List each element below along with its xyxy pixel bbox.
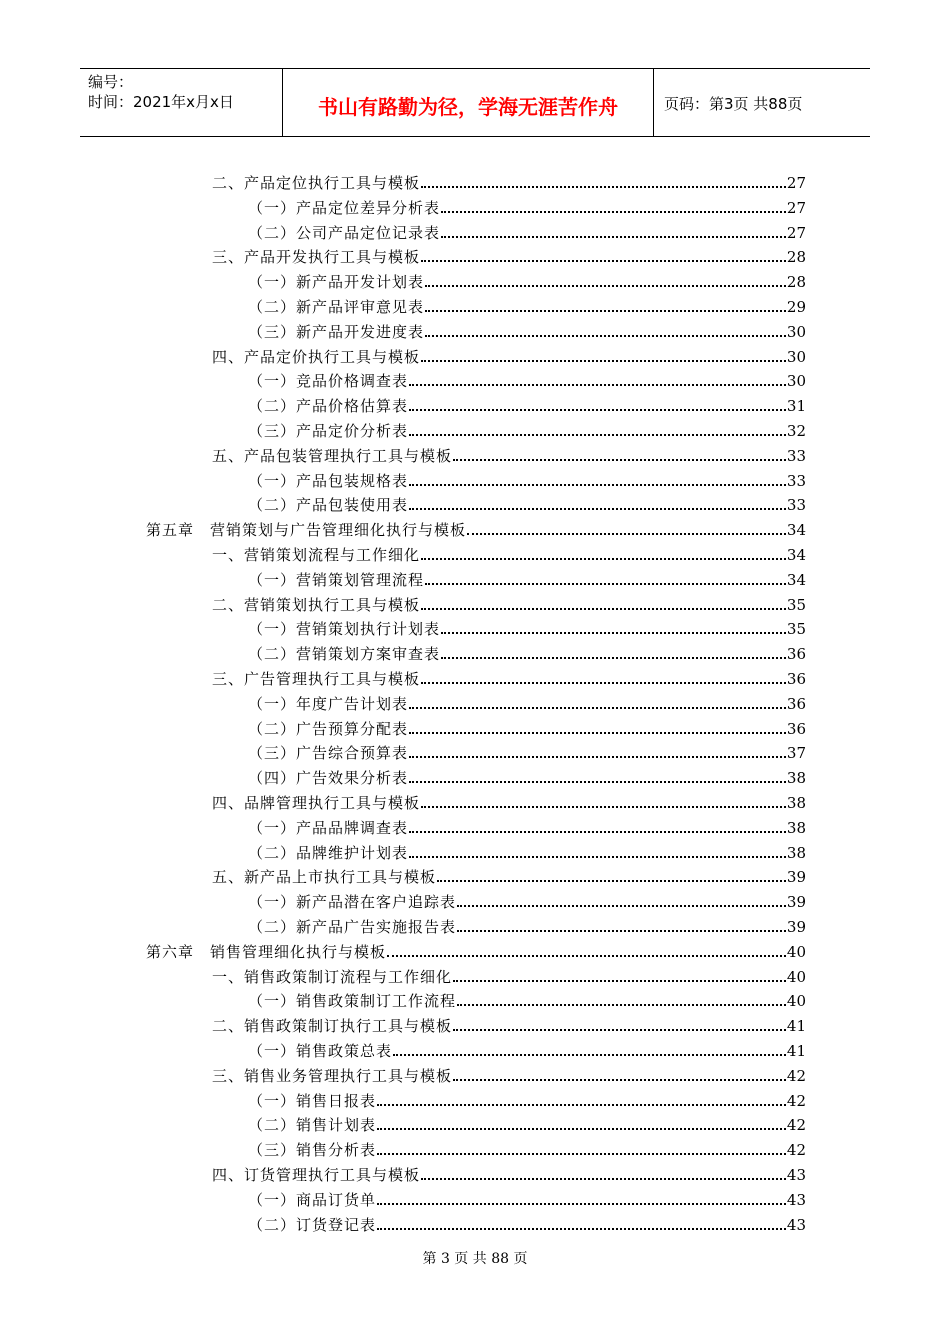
toc-leader-dots [421,681,786,684]
toc-leader-dots [457,929,786,932]
toc-entry[interactable] [212,788,806,812]
toc-entry[interactable] [212,664,806,688]
toc-entry-title: 四、产品定价执行工具与模板 [212,347,421,366]
toc-entry-page: 34 [786,546,806,564]
toc-entry-title: 五、产品包装管理执行工具与模板 [212,446,453,465]
toc-entry[interactable] [248,490,806,514]
toc-entry-page: 42 [786,1116,806,1135]
toc-leader-dots [409,483,786,486]
toc-entry-page: 40 [786,967,806,986]
toc-entry-page: 38 [786,794,806,812]
toc-entry-title: （二）产品包装使用表 [248,496,409,515]
toc-entry[interactable] [212,441,806,465]
toc-entry-title: （二）公司产品定位记录表 [248,223,441,242]
toc-entry[interactable] [248,1185,806,1209]
toc-entry-title: （三）产品定价分析表 [248,422,409,440]
toc-entry[interactable] [248,1110,806,1134]
toc-entry-page: 36 [786,645,806,664]
toc-entry-title: （二）新产品评审意见表 [248,298,425,316]
toc-leader-dots [421,557,786,560]
toc-leader-dots [457,1003,786,1006]
toc-entry-title: （二）新产品广告实施报告表 [248,918,457,936]
toc-entry-page: 43 [786,1166,806,1184]
toc-entry[interactable] [248,1210,806,1234]
toc-entry[interactable] [248,416,806,440]
toc-leader-dots [409,755,786,758]
toc-leader-dots [421,359,786,362]
toc-entry[interactable] [212,168,806,192]
toc-entry[interactable] [212,1160,806,1184]
toc-entry-page: 41 [786,1042,806,1060]
toc-entry-page: 27 [786,174,806,192]
toc-entry[interactable] [212,590,806,614]
toc-entry-page: 32 [786,422,806,440]
toc-entry-title: （一）商品订货单 [248,1190,377,1209]
toc-entry-title: （三）销售分析表 [248,1141,377,1160]
toc-entry[interactable] [212,242,806,266]
toc-leader-dots [457,904,786,907]
toc-entry-page: 38 [786,843,806,862]
toc-entry-title: （一）营销策划执行计划表 [248,620,441,639]
toc-entry-page: 27 [786,223,806,242]
toc-entry[interactable] [248,714,806,738]
toc-entry-page: 34 [786,521,806,540]
toc-entry[interactable] [248,912,806,936]
toc-entry-title: （一）年度广告计划表 [248,694,409,713]
toc-leader-dots [421,185,786,188]
toc-entry-page: 28 [786,273,806,292]
toc-leader-dots [441,631,786,634]
toc-leader-dots [377,1227,786,1230]
toc-entry-page: 31 [786,397,806,416]
header-meta-cell [80,69,283,136]
toc-leader-dots [387,954,786,957]
toc-entry[interactable] [248,317,806,341]
toc-leader-dots [453,458,786,461]
header-page-cell [654,69,870,136]
toc-entry-title: 四、订货管理执行工具与模板 [212,1166,421,1184]
toc-entry-page: 27 [786,198,806,217]
toc-entry[interactable] [212,342,806,366]
document-header [80,68,870,137]
toc-entry[interactable] [248,838,806,862]
toc-entry[interactable] [248,466,806,490]
toc-entry-page: 38 [786,769,806,788]
toc-entry-title: （二）品牌维护计划表 [248,843,409,862]
toc-leader-dots [437,879,786,882]
toc-entry-page: 38 [786,818,806,837]
toc-leader-dots [409,408,786,411]
toc-entry-page: 35 [786,595,806,614]
toc-entry[interactable] [248,292,806,316]
toc-entry-title: 一、营销策划流程与工作细化 [212,546,421,564]
toc-leader-dots [409,830,786,833]
toc-leader-dots [421,805,786,808]
toc-leader-dots [377,1127,786,1130]
toc-entry-title: （二）营销策划方案审查表 [248,645,441,664]
toc-entry-title: （一）新产品开发计划表 [248,273,425,292]
toc-leader-dots [441,235,786,238]
toc-leader-dots [409,507,786,510]
toc-entry-title: （二）销售计划表 [248,1116,377,1135]
motto-text: 书山有路勤为径，学海无涯苦作舟 [318,95,618,119]
toc-entry[interactable] [248,366,806,390]
toc-entry-page: 43 [786,1190,806,1209]
toc-leader-dots [393,1053,786,1056]
toc-entry-title: （三）新产品开发进度表 [248,322,425,341]
toc-entry-page: 33 [786,446,806,465]
toc-entry[interactable] [248,391,806,415]
toc-entry[interactable] [248,986,806,1010]
toc-entry[interactable] [248,267,806,291]
toc-entry-page: 37 [786,744,806,763]
toc-leader-dots [409,731,786,734]
toc-entry-page: 42 [786,1141,806,1160]
toc-entry-title: （一）营销策划管理流程 [248,570,425,589]
toc-entry-page: 30 [786,372,806,391]
toc-leader-dots [425,334,786,337]
toc-entry[interactable] [248,639,806,663]
toc-entry-page: 40 [786,992,806,1011]
toc-entry[interactable] [248,887,806,911]
toc-entry-title: （四）广告效果分析表 [248,769,409,788]
toc-entry-title: （三）广告综合预算表 [248,744,409,763]
toc-leader-dots [377,1152,786,1155]
toc-entry-title: （一）产品包装规格表 [248,471,409,490]
toc-entry-title: （一）产品定位差异分析表 [248,198,441,217]
toc-leader-dots [409,780,786,783]
toc-entry-page: 39 [786,868,806,887]
toc-leader-dots [409,706,786,709]
toc-leader-dots [425,284,786,287]
toc-entry-title: 五、新产品上市执行工具与模板 [212,868,437,887]
page-info: 页码：第3页 共88页 [664,95,803,113]
number-label: 编号： [88,73,134,91]
toc-entry-page: 30 [786,347,806,366]
time-label: 时间：2021年x月x日 [88,93,234,111]
toc-entry-page: 42 [786,1091,806,1110]
toc-entry[interactable] [248,1135,806,1159]
toc-leader-dots [409,433,786,436]
toc-leader-dots [425,309,786,312]
toc-entry[interactable] [212,1011,806,1035]
toc-entry-page: 40 [786,942,806,961]
toc-entry-page: 29 [786,298,806,316]
toc-entry-title: 四、品牌管理执行工具与模板 [212,794,421,812]
toc-entry-page: 35 [786,620,806,639]
toc-leader-dots [409,855,786,858]
toc-entry-title: （一）销售政策总表 [248,1042,393,1060]
toc-entry[interactable] [248,1086,806,1110]
toc-entry-page: 39 [786,918,806,936]
toc-leader-dots [409,383,786,386]
toc-leader-dots [467,532,786,535]
toc-entry[interactable] [248,565,806,589]
page-footer: 第 3 页 共 88 页 [422,1251,528,1267]
toc-entry-page: 36 [786,719,806,738]
toc-leader-dots [453,1078,786,1081]
toc-entry-title: 二、产品定位执行工具与模板 [212,174,421,192]
toc-entry-page: 42 [786,1066,806,1085]
toc-entry-page: 36 [786,694,806,713]
toc-entry-page: 33 [786,471,806,490]
toc-entry-title: （二）订货登记表 [248,1215,377,1234]
toc-entry-page: 36 [786,670,806,688]
toc-entry[interactable] [212,962,806,986]
toc-leader-dots [441,210,786,213]
toc-entry-title: （二）广告预算分配表 [248,719,409,738]
toc-leader-dots [425,582,786,585]
toc-entry[interactable] [248,614,806,638]
toc-entry-page: 39 [786,893,806,912]
toc-entry[interactable] [248,738,806,762]
toc-entry-title: （二）产品价格估算表 [248,397,409,416]
toc-leader-dots [453,1028,786,1031]
toc-entry[interactable] [212,1061,806,1085]
toc-entry[interactable] [248,763,806,787]
toc-entry[interactable] [248,218,806,242]
toc-leader-dots [377,1103,786,1106]
toc-entry[interactable] [146,515,806,539]
toc-entry-title: 二、营销策划执行工具与模板 [212,595,421,614]
toc-entry[interactable] [248,1036,806,1060]
toc-entry-page: 33 [786,496,806,515]
toc-entry-title: （一）新产品潜在客户追踪表 [248,893,457,912]
toc-leader-dots [453,979,786,982]
toc-entry-page: 41 [786,1017,806,1036]
toc-entry-title: （一）销售日报表 [248,1091,377,1110]
toc-entry-title: 第五章 营销策划与广告管理细化执行与模板 [146,521,467,540]
toc-entry-title: （一）竞品价格调查表 [248,372,409,391]
toc-entry[interactable] [248,689,806,713]
toc-entry-title: 三、广告管理执行工具与模板 [212,670,421,688]
toc-leader-dots [441,656,786,659]
toc-entry[interactable] [146,937,806,961]
toc-entry-title: 一、销售政策制订流程与工作细化 [212,967,453,986]
toc-entry[interactable] [248,813,806,837]
toc-entry-title: 三、销售业务管理执行工具与模板 [212,1066,453,1085]
toc-entry-page: 30 [786,322,806,341]
toc-leader-dots [421,607,786,610]
header-motto-cell [283,69,654,136]
toc-leader-dots [421,1177,786,1180]
toc-entry-title: （一）销售政策制订工作流程 [248,992,457,1011]
toc-leader-dots [421,259,786,262]
toc-entry-title: （一）产品品牌调查表 [248,818,409,837]
toc-entry-page: 28 [786,248,806,267]
toc-leader-dots [377,1202,786,1205]
toc-entry-title: 三、产品开发执行工具与模板 [212,248,421,267]
toc-entry-page: 34 [786,570,806,589]
toc-entry-title: 第六章 销售管理细化执行与模板 [146,942,387,961]
toc-entry[interactable] [248,193,806,217]
toc-entry-title: 二、销售政策制订执行工具与模板 [212,1017,453,1036]
toc-entry[interactable] [212,540,806,564]
toc-entry[interactable] [212,862,806,886]
toc-entry-page: 43 [786,1215,806,1234]
